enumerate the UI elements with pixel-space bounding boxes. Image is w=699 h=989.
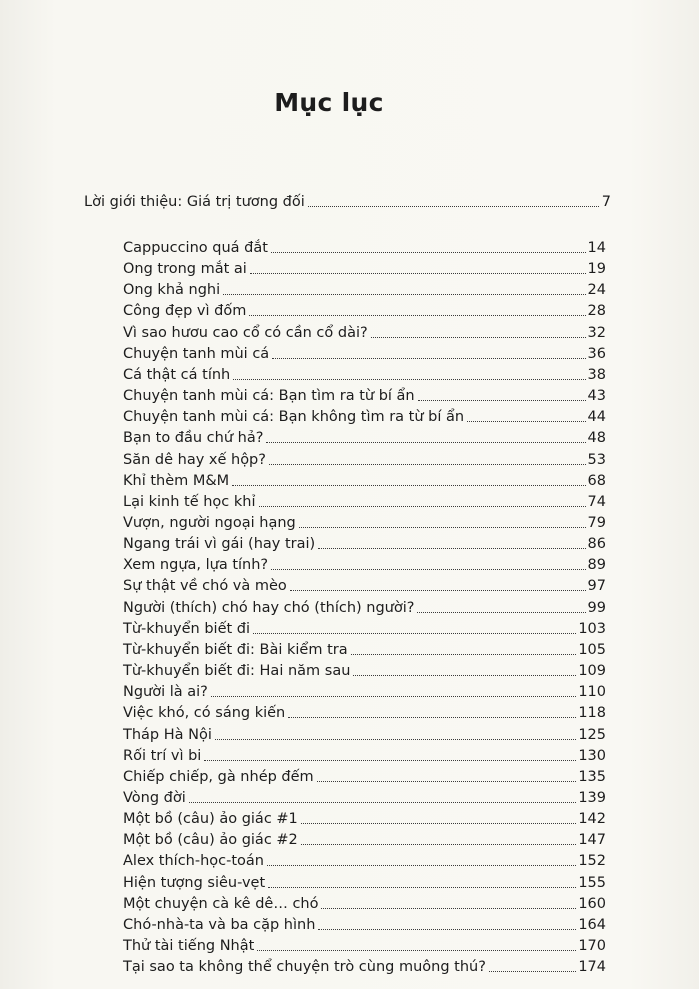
- toc-entry-title: Tháp Hà Nội: [123, 726, 212, 743]
- toc-entry-title: Chuyện tanh mùi cá: Bạn tìm ra từ bí ẩn: [123, 388, 415, 404]
- toc-entry-page: 164: [578, 916, 606, 933]
- toc-entry-page: 139: [578, 789, 606, 806]
- toc-entry-title: Sự thật về chó và mèo: [123, 578, 287, 595]
- toc-entry: [123, 785, 606, 807]
- toc-intro-entry: [84, 189, 611, 211]
- toc-entry-page: 142: [578, 811, 606, 827]
- toc-entry: [123, 764, 606, 786]
- toc-entry: [123, 404, 606, 426]
- toc-entry-page: 152: [578, 853, 606, 870]
- toc-entry-page: 74: [587, 493, 606, 510]
- dot-leader: [321, 907, 576, 909]
- dot-leader: [301, 843, 577, 845]
- dot-leader: [211, 695, 576, 697]
- toc-entry-page: 28: [587, 303, 606, 320]
- toc-entry-page: 89: [587, 557, 606, 574]
- toc-entry: [123, 510, 606, 532]
- toc-entry: [123, 848, 606, 870]
- toc-entry-page: 68: [587, 472, 606, 489]
- toc-entry-title: Vì sao hươu cao cổ có cần cổ dài?: [123, 324, 368, 341]
- toc-entry-page: 14: [587, 240, 606, 256]
- toc-entry-page: 155: [578, 874, 606, 891]
- toc-entry-title: Người (thích) chó hay chó (thích) người?: [123, 599, 415, 616]
- dot-leader: [288, 716, 576, 718]
- dot-leader: [204, 759, 576, 761]
- page-title: Mục lục: [274, 88, 384, 117]
- toc-entry: [123, 320, 606, 342]
- dot-leader: [418, 399, 586, 401]
- toc-entry-title: Alex thích-học-toán: [123, 853, 264, 870]
- toc-entry-page: 125: [578, 726, 606, 743]
- toc-entry-page: 24: [587, 282, 606, 299]
- toc-entry-page: 135: [578, 768, 606, 785]
- dot-leader: [353, 674, 576, 676]
- toc-entry-page: 118: [578, 705, 606, 722]
- dot-leader: [308, 205, 599, 207]
- dot-leader: [259, 505, 586, 507]
- dot-leader: [266, 441, 585, 443]
- toc-entry-title: Cá thật cá tính: [123, 366, 231, 383]
- dot-leader: [489, 970, 576, 972]
- toc-entry: [123, 552, 606, 574]
- dot-leader: [272, 357, 585, 359]
- toc-entry-title: Một chuyện cà kê dê… chó: [123, 895, 319, 912]
- dot-leader: [233, 378, 585, 380]
- toc-entry: [123, 806, 606, 828]
- toc-entry: [123, 679, 606, 701]
- dot-leader: [250, 272, 586, 274]
- dot-leader: [267, 864, 576, 866]
- toc-entry: [123, 595, 606, 617]
- toc-entry-title: Ngang trái vì gái (hay trai): [123, 536, 316, 553]
- toc-entry-title: Chuyện tanh mùi cá: Bạn không tìm ra từ bí ẩn: [123, 409, 465, 426]
- toc-entry-page: 32: [587, 324, 606, 341]
- dot-leader: [249, 314, 585, 316]
- toc-entry-page: 97: [587, 578, 606, 595]
- dot-leader: [257, 949, 576, 951]
- toc-entry: [123, 277, 606, 299]
- dot-leader: [271, 568, 585, 570]
- toc-entry-page: 105: [578, 641, 606, 658]
- toc-entry: [123, 341, 606, 363]
- dot-leader: [371, 336, 586, 338]
- toc-entry: [123, 722, 606, 744]
- toc-entry-title: Chiếp chiếp, gà nhép đếm: [123, 768, 314, 785]
- toc-entry-page: 79: [587, 514, 606, 531]
- dot-leader: [290, 589, 586, 591]
- toc-entry-page: 174: [578, 959, 606, 976]
- toc-entry: [123, 573, 606, 595]
- dot-leader: [417, 611, 585, 613]
- toc-entry-page: 48: [587, 430, 606, 447]
- toc-entry-page: 130: [578, 747, 606, 764]
- toc-entry: [123, 870, 606, 892]
- toc-entry: [123, 489, 606, 511]
- dot-leader: [317, 780, 577, 782]
- toc-entry: [123, 468, 606, 490]
- toc-entry-title: Chó-nhà-ta và ba cặp hình: [123, 916, 316, 933]
- toc-entry: [123, 743, 606, 765]
- toc-entry-title: Lời giới thiệu: Giá trị tương đối: [84, 194, 305, 210]
- toc-entry-page: 38: [587, 366, 606, 383]
- toc-entry-title: Tại sao ta không thể chuyện trò cùng muông thú?: [123, 959, 486, 976]
- toc-entry: [123, 954, 606, 976]
- toc-entry: [123, 700, 606, 722]
- toc-entry-title: Săn dê hay xế hộp?: [123, 451, 266, 468]
- toc-entry-page: 19: [587, 261, 606, 278]
- toc-entry-title: Rối trí vì bi: [123, 747, 202, 764]
- toc-entry-title: Xem ngựa, lựa tính?: [123, 557, 269, 574]
- toc-entry: [123, 383, 606, 405]
- toc-entry-title: Vượn, người ngoại hạng: [123, 514, 296, 531]
- toc-entry-page: 147: [578, 832, 606, 849]
- toc-entry-page: 7: [601, 194, 611, 210]
- toc-entry: [123, 256, 606, 278]
- toc-entry: [123, 235, 606, 257]
- dot-leader: [467, 420, 585, 422]
- toc-entry-title: Từ-khuyển biết đi: Hai năm sau: [123, 663, 351, 679]
- toc-entry-title: Từ-khuyển biết đi: Bài kiểm tra: [123, 641, 348, 658]
- toc-entry: [123, 912, 606, 934]
- toc-entry-page: 170: [578, 937, 606, 954]
- toc-entry: [123, 362, 606, 384]
- dot-leader: [223, 293, 585, 295]
- dot-leader: [232, 484, 585, 486]
- toc-entry-page: 103: [578, 620, 606, 637]
- dot-leader: [318, 928, 576, 930]
- toc-entry-title: Lại kinh tế học khỉ: [123, 493, 256, 510]
- toc-entry: [123, 891, 606, 913]
- toc-entry-title: Một bồ (câu) ảo giác #2: [123, 832, 298, 849]
- toc-entry: [123, 531, 606, 553]
- toc-entry-title: Chuyện tanh mùi cá: [123, 345, 270, 362]
- toc-entry: [123, 447, 606, 469]
- toc-entry-title: Từ-khuyển biết đi: [123, 620, 251, 637]
- toc-entry-title: Khỉ thèm M&M: [123, 472, 230, 489]
- toc-entry-title: Cappuccino quá đắt: [123, 240, 268, 256]
- toc-entry-page: 109: [578, 663, 606, 679]
- dot-leader: [301, 822, 577, 824]
- toc-entry-page: 44: [587, 409, 606, 426]
- toc-entry-page: 43: [587, 388, 606, 404]
- toc-entry: [123, 616, 606, 638]
- toc-entry: [123, 298, 606, 320]
- toc-entry: [123, 658, 606, 680]
- toc-entry-title: Bạn to đầu chứ hả?: [123, 430, 264, 447]
- toc-entry-title: Việc khó, có sáng kiến: [123, 705, 286, 722]
- dot-leader: [189, 801, 577, 803]
- toc-entry-title: Một bồ (câu) ảo giác #1: [123, 811, 298, 827]
- dot-leader: [269, 463, 586, 465]
- toc-entry-page: 160: [578, 895, 606, 912]
- dot-leader: [351, 653, 577, 655]
- dot-leader: [268, 886, 576, 888]
- dot-leader: [253, 632, 576, 634]
- toc-entry-page: 53: [587, 451, 606, 468]
- dot-leader: [299, 526, 586, 528]
- toc-entry-page: 86: [587, 536, 606, 553]
- dot-leader: [318, 547, 585, 549]
- toc-entry-title: Ong trong mắt ai: [123, 261, 247, 278]
- toc-entry-title: Người là ai?: [123, 684, 208, 701]
- toc-entry-title: Công đẹp vì đốm: [123, 303, 247, 320]
- toc-entry-title: Hiện tượng siêu-vẹt: [123, 874, 266, 891]
- dot-leader: [271, 251, 586, 253]
- toc-entry: [123, 933, 606, 955]
- toc-entry-page: 36: [587, 345, 606, 362]
- toc-entry-title: Thử tài tiếng Nhật: [123, 937, 255, 954]
- toc-entry-page: 110: [578, 684, 606, 701]
- dot-leader: [215, 738, 576, 740]
- toc-entry-title: Ong khả nghi: [123, 282, 221, 299]
- toc-entry-page: 99: [587, 599, 606, 616]
- toc-entry-title: Vòng đời: [123, 789, 186, 806]
- toc-entry: [123, 827, 606, 849]
- toc-entry: [123, 637, 606, 659]
- toc-entry: [123, 425, 606, 447]
